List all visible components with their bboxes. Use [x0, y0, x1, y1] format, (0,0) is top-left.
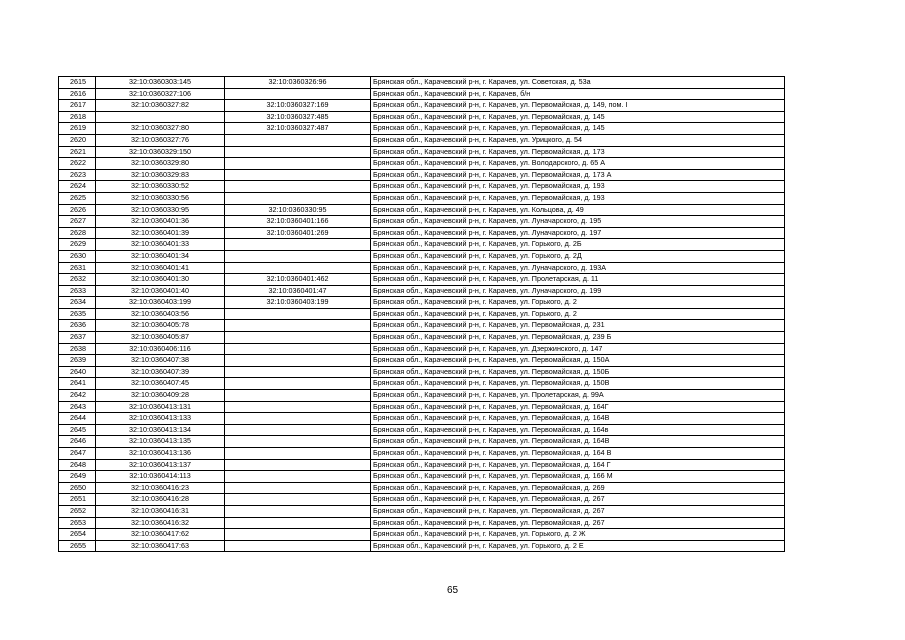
building-cadastral-cell	[225, 169, 371, 181]
row-number-cell: 2646	[59, 436, 96, 448]
building-cadastral-cell	[225, 366, 371, 378]
row-number-cell: 2624	[59, 181, 96, 193]
address-cell: Брянская обл., Карачевский р-н, г. Карачев, ул. Первомайская, д. 164в	[371, 424, 785, 436]
table-row	[59, 459, 785, 471]
land-cadastral-cell: 32:10:0360327:106	[96, 88, 225, 100]
land-cadastral-cell: 32:10:0360401:33	[96, 239, 225, 251]
row-number-cell: 2617	[59, 100, 96, 112]
building-cadastral-cell	[225, 250, 371, 262]
land-cadastral-cell: 32:10:0360405:78	[96, 320, 225, 332]
row-number-cell: 2641	[59, 378, 96, 390]
row-number-cell: 2636	[59, 320, 96, 332]
row-number-cell: 2645	[59, 424, 96, 436]
table-row	[59, 123, 785, 135]
table-row	[59, 448, 785, 460]
land-cadastral-cell: 32:10:0360329:80	[96, 158, 225, 170]
land-cadastral-cell: 32:10:0360417:62	[96, 529, 225, 541]
row-number-cell: 2621	[59, 146, 96, 158]
address-cell: Брянская обл., Карачевский р-н, г. Карачев, ул. Советская, д. 53а	[371, 77, 785, 89]
land-cadastral-cell: 32:10:0360401:39	[96, 227, 225, 239]
row-number-cell: 2618	[59, 111, 96, 123]
row-number-cell: 2622	[59, 158, 96, 170]
row-number-cell: 2625	[59, 192, 96, 204]
table-body	[59, 77, 785, 552]
building-cadastral-cell	[225, 343, 371, 355]
row-number-cell: 2643	[59, 401, 96, 413]
address-cell: Брянская обл., Карачевский р-н, г. Карачев, ул. Горького, д. 2 Ж	[371, 529, 785, 541]
table-row	[59, 88, 785, 100]
building-cadastral-cell	[225, 448, 371, 460]
land-cadastral-cell: 32:10:0360416:23	[96, 482, 225, 494]
address-cell: Брянская обл., Карачевский р-н, г. Карачев, ул. Первомайская, д. 164В	[371, 436, 785, 448]
land-cadastral-cell: 32:10:0360303:145	[96, 77, 225, 89]
row-number-cell: 2647	[59, 448, 96, 460]
row-number-cell: 2644	[59, 413, 96, 425]
address-cell: Брянская обл., Карачевский р-н, г. Карачев, ул. Горького, д. 2Д	[371, 250, 785, 262]
building-cadastral-cell: 32:10:0360401:269	[225, 227, 371, 239]
table-row	[59, 390, 785, 402]
land-cadastral-cell: 32:10:0360409:28	[96, 390, 225, 402]
row-number-cell: 2639	[59, 355, 96, 367]
building-cadastral-cell: 32:10:0360401:462	[225, 274, 371, 286]
row-number-cell: 2623	[59, 169, 96, 181]
address-cell: Брянская обл., Карачевский р-н, г. Карачев, ул. Первомайская, д. 164 Г	[371, 459, 785, 471]
address-cell: Брянская обл., Карачевский р-н, г. Карачев, ул. Первомайская, д. 164В	[371, 413, 785, 425]
address-cell: Брянская обл., Карачевский р-н, г. Карачев, ул. Первомайская, д. 173 А	[371, 169, 785, 181]
land-cadastral-cell: 32:10:0360401:36	[96, 216, 225, 228]
land-cadastral-cell: 32:10:0360416:28	[96, 494, 225, 506]
building-cadastral-cell	[225, 192, 371, 204]
building-cadastral-cell: 32:10:0360327:485	[225, 111, 371, 123]
land-cadastral-cell: 32:10:0360413:131	[96, 401, 225, 413]
building-cadastral-cell	[225, 482, 371, 494]
land-cadastral-cell: 32:10:0360329:150	[96, 146, 225, 158]
row-number-cell: 2620	[59, 134, 96, 146]
land-cadastral-cell: 32:10:0360401:30	[96, 274, 225, 286]
address-cell: Брянская обл., Карачевский р-н, г. Карачев, ул. Первомайская, д. 269	[371, 482, 785, 494]
building-cadastral-cell	[225, 517, 371, 529]
land-cadastral-cell: 32:10:0360416:31	[96, 505, 225, 517]
address-cell: Брянская обл., Карачевский р-н, г. Карачев, ул. Первомайская, д. 150Б	[371, 366, 785, 378]
table-row	[59, 111, 785, 123]
building-cadastral-cell	[225, 88, 371, 100]
building-cadastral-cell	[225, 308, 371, 320]
building-cadastral-cell	[225, 471, 371, 483]
row-number-cell: 2640	[59, 366, 96, 378]
building-cadastral-cell: 32:10:0360401:47	[225, 285, 371, 297]
land-cadastral-cell: 32:10:0360407:45	[96, 378, 225, 390]
row-number-cell: 2650	[59, 482, 96, 494]
table-row	[59, 413, 785, 425]
address-cell: Брянская обл., Карачевский р-н, г. Карачев, ул. Горького, д. 2	[371, 308, 785, 320]
row-number-cell: 2635	[59, 308, 96, 320]
address-cell: Брянская обл., Карачевский р-н, г. Карачев, ул. Луначарского, д. 197	[371, 227, 785, 239]
address-cell: Брянская обл., Карачевский р-н, г. Карачев, ул. Володарского, д. 65 А	[371, 158, 785, 170]
address-cell: Брянская обл., Карачевский р-н, г. Карачев, б/н	[371, 88, 785, 100]
table-row	[59, 204, 785, 216]
address-cell: Брянская обл., Карачевский р-н, г. Карачев, ул. Первомайская, д. 267	[371, 517, 785, 529]
address-cell: Брянская обл., Карачевский р-н, г. Карачев, ул. Пролетарская, д. 11	[371, 274, 785, 286]
table-row	[59, 285, 785, 297]
table-row	[59, 77, 785, 89]
building-cadastral-cell	[225, 332, 371, 344]
building-cadastral-cell	[225, 134, 371, 146]
building-cadastral-cell: 32:10:0360330:95	[225, 204, 371, 216]
land-cadastral-cell	[96, 111, 225, 123]
row-number-cell: 2648	[59, 459, 96, 471]
table-row	[59, 529, 785, 541]
row-number-cell: 2649	[59, 471, 96, 483]
land-cadastral-cell: 32:10:0360327:82	[96, 100, 225, 112]
building-cadastral-cell	[225, 505, 371, 517]
land-cadastral-cell: 32:10:0360401:41	[96, 262, 225, 274]
table-row	[59, 169, 785, 181]
address-cell: Брянская обл., Карачевский р-н, г. Карачев, ул. Первомайская, д. 173	[371, 146, 785, 158]
table-row	[59, 216, 785, 228]
table-row	[59, 471, 785, 483]
building-cadastral-cell: 32:10:0360327:169	[225, 100, 371, 112]
building-cadastral-cell: 32:10:0360327:487	[225, 123, 371, 135]
address-cell: Брянская обл., Карачевский р-н, г. Карачев, ул. Первомайская, д. 164Г	[371, 401, 785, 413]
land-cadastral-cell: 32:10:0360407:38	[96, 355, 225, 367]
land-cadastral-cell: 32:10:0360407:39	[96, 366, 225, 378]
land-cadastral-cell: 32:10:0360413:134	[96, 424, 225, 436]
building-cadastral-cell	[225, 239, 371, 251]
table-row	[59, 378, 785, 390]
land-cadastral-cell: 32:10:0360413:136	[96, 448, 225, 460]
table-row	[59, 274, 785, 286]
land-cadastral-cell: 32:10:0360406:116	[96, 343, 225, 355]
row-number-cell: 2632	[59, 274, 96, 286]
row-number-cell: 2654	[59, 529, 96, 541]
building-cadastral-cell	[225, 436, 371, 448]
address-cell: Брянская обл., Карачевский р-н, г. Карачев, ул. Первомайская, д. 150А	[371, 355, 785, 367]
row-number-cell: 2630	[59, 250, 96, 262]
address-cell: Брянская обл., Карачевский р-н, г. Карачев, ул. Горького, д. 2	[371, 297, 785, 309]
land-cadastral-cell: 32:10:0360416:32	[96, 517, 225, 529]
table-row	[59, 262, 785, 274]
row-number-cell: 2651	[59, 494, 96, 506]
land-cadastral-cell: 32:10:0360413:133	[96, 413, 225, 425]
registry-table	[58, 76, 785, 552]
table-row	[59, 494, 785, 506]
table-row	[59, 505, 785, 517]
table-row	[59, 366, 785, 378]
table-row	[59, 343, 785, 355]
address-cell: Брянская обл., Карачевский р-н, г. Карачев, ул. Первомайская, д. 267	[371, 505, 785, 517]
table-row	[59, 320, 785, 332]
address-cell: Брянская обл., Карачевский р-н, г. Карачев, ул. Кольцова, д. 49	[371, 204, 785, 216]
row-number-cell: 2637	[59, 332, 96, 344]
land-cadastral-cell: 32:10:0360401:40	[96, 285, 225, 297]
land-cadastral-cell: 32:10:0360413:137	[96, 459, 225, 471]
land-cadastral-cell: 32:10:0360327:76	[96, 134, 225, 146]
row-number-cell: 2655	[59, 540, 96, 552]
building-cadastral-cell	[225, 355, 371, 367]
row-number-cell: 2633	[59, 285, 96, 297]
building-cadastral-cell	[225, 262, 371, 274]
building-cadastral-cell	[225, 494, 371, 506]
land-cadastral-cell: 32:10:0360414:113	[96, 471, 225, 483]
land-cadastral-cell: 32:10:0360405:87	[96, 332, 225, 344]
building-cadastral-cell	[225, 540, 371, 552]
land-cadastral-cell: 32:10:0360330:95	[96, 204, 225, 216]
land-cadastral-cell: 32:10:0360403:56	[96, 308, 225, 320]
building-cadastral-cell	[225, 378, 371, 390]
table-row	[59, 355, 785, 367]
land-cadastral-cell: 32:10:0360330:56	[96, 192, 225, 204]
address-cell: Брянская обл., Карачевский р-н, г. Карачев, ул. Первомайская, д. 145	[371, 123, 785, 135]
land-cadastral-cell: 32:10:0360330:52	[96, 181, 225, 193]
building-cadastral-cell	[225, 424, 371, 436]
address-cell: Брянская обл., Карачевский р-н, г. Карачев, ул. Пролетарская, д. 99А	[371, 390, 785, 402]
address-cell: Брянская обл., Карачевский р-н, г. Карачев, ул. Первомайская, д. 145	[371, 111, 785, 123]
building-cadastral-cell	[225, 158, 371, 170]
address-cell: Брянская обл., Карачевский р-н, г. Карачев, ул. Первомайская, д. 231	[371, 320, 785, 332]
building-cadastral-cell	[225, 401, 371, 413]
address-cell: Брянская обл., Карачевский р-н, г. Карачев, ул. Луначарского, д. 199	[371, 285, 785, 297]
building-cadastral-cell: 32:10:0360403:199	[225, 297, 371, 309]
land-cadastral-cell: 32:10:0360417:63	[96, 540, 225, 552]
row-number-cell: 2615	[59, 77, 96, 89]
address-cell: Брянская обл., Карачевский р-н, г. Карачев, ул. Первомайская, д. 193	[371, 181, 785, 193]
row-number-cell: 2642	[59, 390, 96, 402]
building-cadastral-cell	[225, 320, 371, 332]
table-row	[59, 227, 785, 239]
table-row	[59, 250, 785, 262]
table-row	[59, 332, 785, 344]
building-cadastral-cell	[225, 390, 371, 402]
building-cadastral-cell	[225, 529, 371, 541]
land-cadastral-cell: 32:10:0360413:135	[96, 436, 225, 448]
building-cadastral-cell	[225, 146, 371, 158]
address-cell: Брянская обл., Карачевский р-н, г. Карачев, ул. Луначарского, д. 193А	[371, 262, 785, 274]
address-cell: Брянская обл., Карачевский р-н, г. Карачев, ул. Первомайская, д. 164 В	[371, 448, 785, 460]
table-row	[59, 134, 785, 146]
row-number-cell: 2631	[59, 262, 96, 274]
row-number-cell: 2629	[59, 239, 96, 251]
land-cadastral-cell: 32:10:0360401:34	[96, 250, 225, 262]
table-row	[59, 424, 785, 436]
row-number-cell: 2619	[59, 123, 96, 135]
table-row	[59, 100, 785, 112]
table-row	[59, 308, 785, 320]
building-cadastral-cell	[225, 459, 371, 471]
land-cadastral-cell: 32:10:0360327:80	[96, 123, 225, 135]
address-cell: Брянская обл., Карачевский р-н, г. Карачев, ул. Горького, д. 2 Е	[371, 540, 785, 552]
table-row	[59, 146, 785, 158]
page-number: 65	[446, 585, 459, 596]
address-cell: Брянская обл., Карачевский р-н, г. Карачев, ул. Первомайская, д. 239 Б	[371, 332, 785, 344]
table-row	[59, 297, 785, 309]
table-row	[59, 158, 785, 170]
table-row	[59, 540, 785, 552]
table-row	[59, 239, 785, 251]
address-cell: Брянская обл., Карачевский р-н, г. Карачев, ул. Урицкого, д. 54	[371, 134, 785, 146]
table-row	[59, 517, 785, 529]
address-cell: Брянская обл., Карачевский р-н, г. Карачев, ул. Первомайская, д. 166 М	[371, 471, 785, 483]
row-number-cell: 2628	[59, 227, 96, 239]
row-number-cell: 2638	[59, 343, 96, 355]
row-number-cell: 2634	[59, 297, 96, 309]
building-cadastral-cell	[225, 413, 371, 425]
building-cadastral-cell: 32:10:0360326:96	[225, 77, 371, 89]
table-row	[59, 192, 785, 204]
address-cell: Брянская обл., Карачевский р-н, г. Карачев, ул. Дзержинского, д. 147	[371, 343, 785, 355]
address-cell: Брянская обл., Карачевский р-н, г. Карачев, ул. Горького, д. 2Б	[371, 239, 785, 251]
address-cell: Брянская обл., Карачевский р-н, г. Карачев, ул. Луначарского, д. 195	[371, 216, 785, 228]
row-number-cell: 2653	[59, 517, 96, 529]
building-cadastral-cell	[225, 181, 371, 193]
land-cadastral-cell: 32:10:0360329:83	[96, 169, 225, 181]
address-cell: Брянская обл., Карачевский р-н, г. Карачев, ул. Первомайская, д. 150В	[371, 378, 785, 390]
address-cell: Брянская обл., Карачевский р-н, г. Карачев, ул. Первомайская, д. 149, пом. I	[371, 100, 785, 112]
table-row	[59, 401, 785, 413]
table-row	[59, 482, 785, 494]
row-number-cell: 2616	[59, 88, 96, 100]
table-row	[59, 436, 785, 448]
land-cadastral-cell: 32:10:0360403:199	[96, 297, 225, 309]
table-row	[59, 181, 785, 193]
row-number-cell: 2626	[59, 204, 96, 216]
row-number-cell: 2627	[59, 216, 96, 228]
building-cadastral-cell: 32:10:0360401:166	[225, 216, 371, 228]
row-number-cell: 2652	[59, 505, 96, 517]
address-cell: Брянская обл., Карачевский р-н, г. Карачев, ул. Первомайская, д. 267	[371, 494, 785, 506]
address-cell: Брянская обл., Карачевский р-н, г. Карачев, ул. Первомайская, д. 193	[371, 192, 785, 204]
